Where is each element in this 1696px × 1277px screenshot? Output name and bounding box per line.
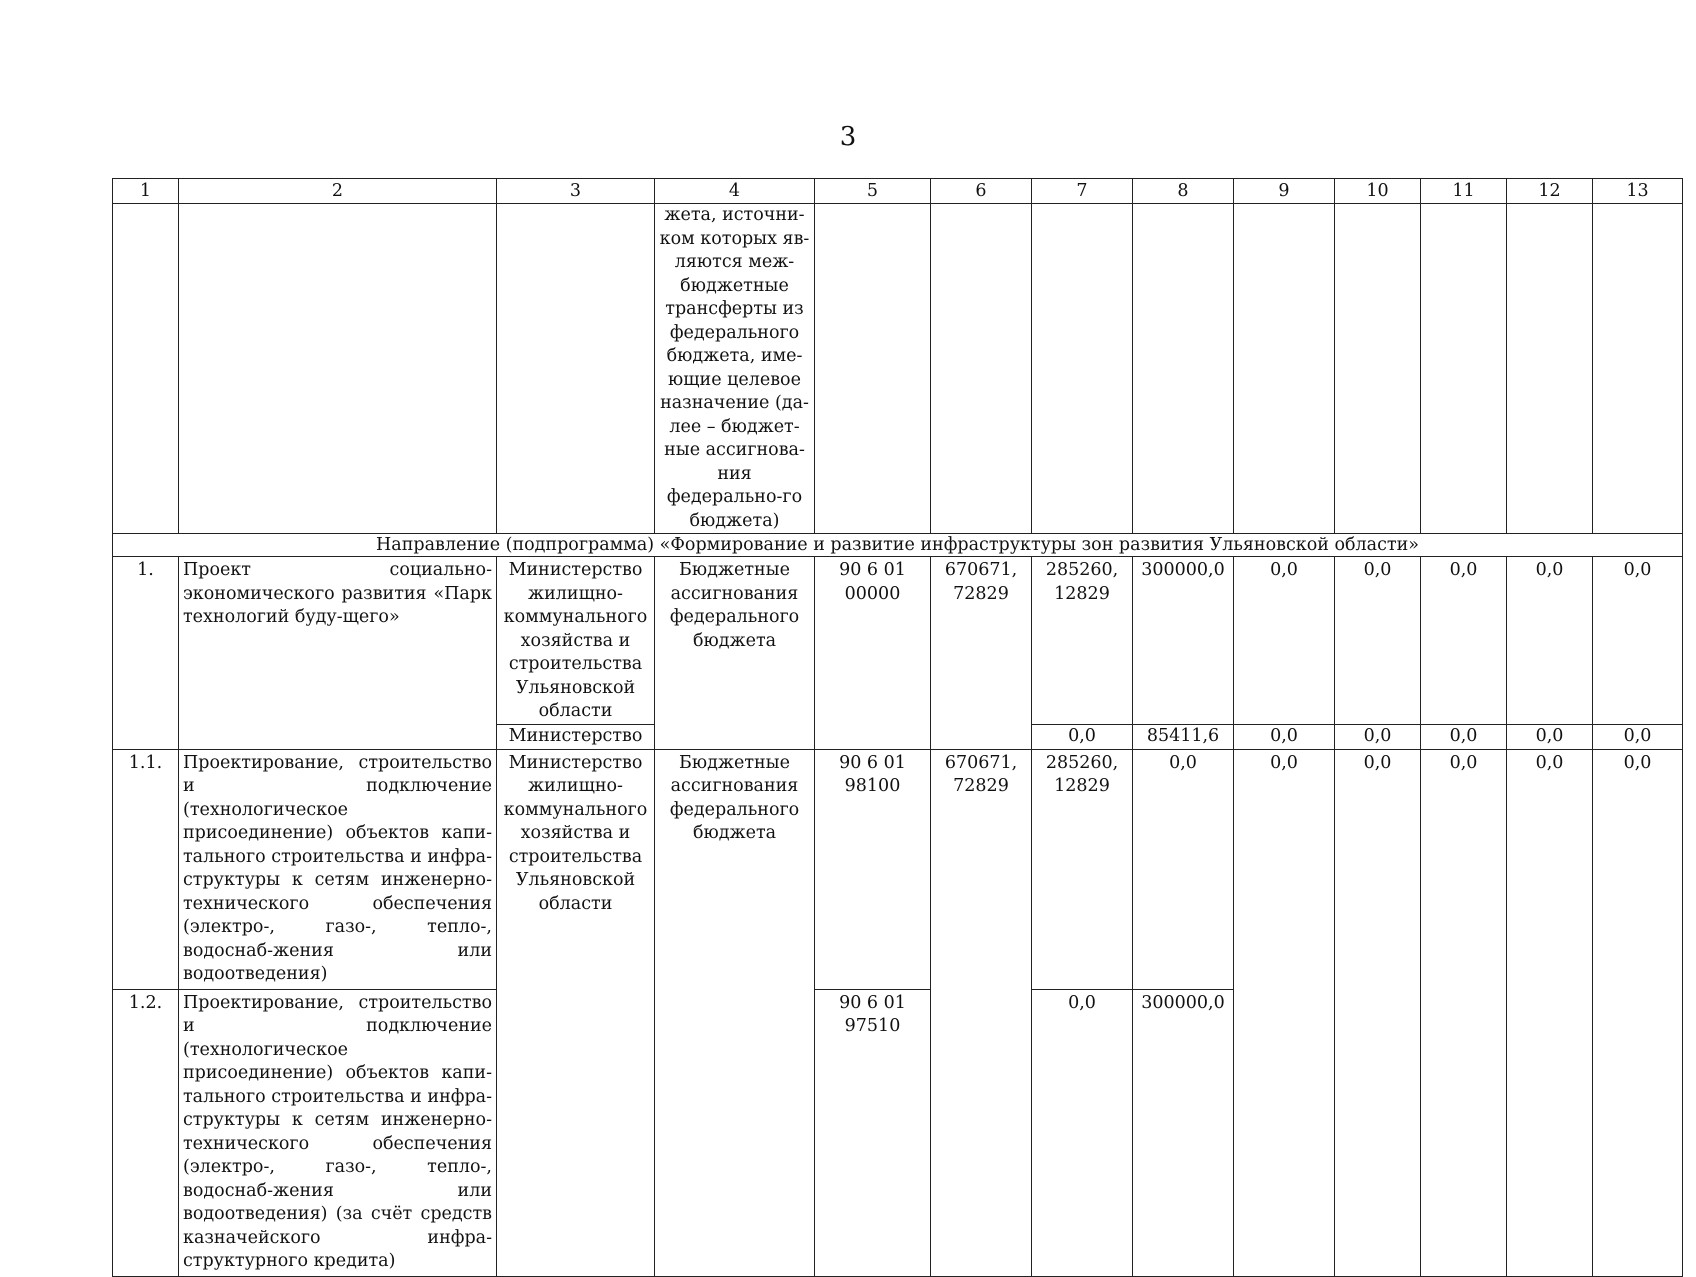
direction-heading: Направление (подпрограмма) «Формирование и развитие инфраструктуры зон развития Ульяновской области» bbox=[113, 534, 1683, 557]
continuation-row bbox=[113, 204, 1683, 534]
col-header-6: 6 bbox=[931, 179, 1032, 204]
budget-code: 90 6 01 00000 bbox=[815, 557, 931, 750]
funding-source: Бюджетные ассигнования федерального бюджета bbox=[655, 749, 815, 1276]
year-5-amount: 0,0 bbox=[1421, 749, 1507, 1276]
row-number: 1.1. bbox=[113, 749, 179, 989]
year-1-amount: 0,0 bbox=[1032, 725, 1133, 750]
project-name: Проект социально-экономического развития «Парк технологий буду-щего» bbox=[179, 557, 497, 750]
year-4-amount: 0,0 bbox=[1335, 557, 1421, 725]
year-2-amount: 85411,6 bbox=[1133, 725, 1234, 750]
year-5-amount: 0,0 bbox=[1421, 725, 1507, 750]
year-2-amount: 300000,0 bbox=[1133, 557, 1234, 725]
year-6-amount: 0,0 bbox=[1507, 557, 1593, 725]
total-amount: 670671, 72829 bbox=[931, 557, 1032, 750]
col-header-13: 13 bbox=[1593, 179, 1683, 204]
total-amount: 670671, 72829 bbox=[931, 749, 1032, 1276]
header-row bbox=[113, 179, 1683, 204]
budget-code: 90 6 01 98100 bbox=[815, 749, 931, 989]
year-3-amount: 0,0 bbox=[1234, 725, 1335, 750]
continued-source-text: жета, источни-ком которых яв-ляются меж-бюджетные трансферты из федерального бюджета, име-ющие целевое назначение (да-лее – бюджет-ные ассигнова-ния федерально-го бюджета) bbox=[655, 204, 815, 534]
year-7-amount: 0,0 bbox=[1593, 725, 1683, 750]
col-header-12: 12 bbox=[1507, 179, 1593, 204]
executor-secondary: Министерство bbox=[497, 725, 655, 750]
direction-row bbox=[113, 534, 1683, 557]
year-4-amount: 0,0 bbox=[1335, 749, 1421, 1276]
year-2-amount: 300000,0 bbox=[1133, 989, 1234, 1276]
year-1-amount: 285260, 12829 bbox=[1032, 557, 1133, 725]
year-6-amount: 0,0 bbox=[1507, 725, 1593, 750]
year-1-amount: 285260, 12829 bbox=[1032, 749, 1133, 989]
executor: Министерство жилищно-коммунального хозяйства и строительства Ульяновской области bbox=[497, 557, 655, 725]
project-name: Проектирование, строительство и подключение (технологическое присоединение) объектов капи-тального строительства и инфра-структуры к сетям инженерно-технического обеспечения (электро-, газо-, тепло-, водоснаб-жения или водоотведения) (за счёт средств казначейского инфра-структурного кредита) bbox=[179, 989, 497, 1276]
col-header-5: 5 bbox=[815, 179, 931, 204]
table-row bbox=[113, 557, 1683, 725]
year-1-amount: 0,0 bbox=[1032, 989, 1133, 1276]
budget-table bbox=[112, 178, 1683, 1277]
year-2-amount: 0,0 bbox=[1133, 749, 1234, 989]
project-name: Проектирование, строительство и подключение (технологическое присоединение) объектов капи-тального строительства и инфра-структуры к сетям инженерно-технического обеспечения (электро-, газо-, тепло-, водоснаб-жения или водоотведения) bbox=[179, 749, 497, 989]
year-3-amount: 0,0 bbox=[1234, 557, 1335, 725]
col-header-7: 7 bbox=[1032, 179, 1133, 204]
page-number: 3 bbox=[839, 122, 857, 152]
executor: Министерство жилищно-коммунального хозяйства и строительства Ульяновской области bbox=[497, 749, 655, 1276]
year-6-amount: 0,0 bbox=[1507, 749, 1593, 1276]
budget-code: 90 6 01 97510 bbox=[815, 989, 931, 1276]
year-4-amount: 0,0 bbox=[1335, 725, 1421, 750]
row-number: 1. bbox=[113, 557, 179, 750]
col-header-4: 4 bbox=[655, 179, 815, 204]
col-header-10: 10 bbox=[1335, 179, 1421, 204]
col-header-1: 1 bbox=[113, 179, 179, 204]
col-header-9: 9 bbox=[1234, 179, 1335, 204]
col-header-2: 2 bbox=[179, 179, 497, 204]
col-header-11: 11 bbox=[1421, 179, 1507, 204]
col-header-3: 3 bbox=[497, 179, 655, 204]
year-7-amount: 0,0 bbox=[1593, 749, 1683, 1276]
row-number: 1.2. bbox=[113, 989, 179, 1276]
funding-source: Бюджетные ассигнования федерального бюджета bbox=[655, 557, 815, 750]
table-row bbox=[113, 749, 1683, 989]
year-5-amount: 0,0 bbox=[1421, 557, 1507, 725]
year-3-amount: 0,0 bbox=[1234, 749, 1335, 1276]
col-header-8: 8 bbox=[1133, 179, 1234, 204]
year-7-amount: 0,0 bbox=[1593, 557, 1683, 725]
